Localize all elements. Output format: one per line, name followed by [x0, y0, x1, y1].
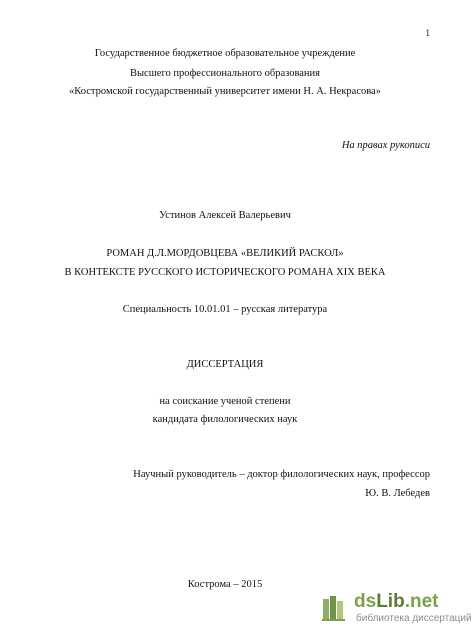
specialty: Специальность 10.01.01 – русская литература [122, 304, 328, 315]
logo-ds: ds [354, 591, 377, 612]
degree-line-2: кандидата филологических наук [152, 414, 298, 425]
supervisor-name: Ю. В. Лебедев [365, 488, 430, 499]
logo-net: .net [404, 591, 439, 612]
title-line-1: РОМАН Д.Л.МОРДОВЦЕВА «ВЕЛИКИЙ РАСКОЛ» [106, 248, 344, 259]
page-number: 1 [425, 28, 430, 38]
institution-line-2: Высшего профессионального образования [130, 68, 320, 79]
document-type: ДИССЕРТАЦИЯ [186, 359, 264, 370]
logo-lib: Lib [376, 591, 405, 612]
watermark-logo [354, 591, 438, 613]
degree-line-1: на соискание ученой степени [159, 396, 291, 407]
author-name: Устинов Алексей Валерьевич [159, 210, 291, 221]
title-line-2: В КОНТЕКСТЕ РУССКОГО ИСТОРИЧЕСКОГО РОМАНА XIX ВЕКА [64, 267, 386, 278]
rights-note: На правах рукописи [341, 140, 430, 151]
institution-line-3: «Костромской государственный университет имени Н. А. Некрасова» [69, 86, 381, 97]
city-year: Кострома – 2015 [187, 579, 263, 590]
books-icon [320, 593, 350, 623]
institution-line-1: Государственное бюджетное образовательное учреждение [94, 48, 356, 59]
watermark-caption: библиотека диссертаций [356, 613, 472, 624]
dslib-watermark[interactable] [318, 591, 472, 631]
supervisor-role: Научный руководитель – доктор филологических наук, профессор [133, 469, 430, 480]
